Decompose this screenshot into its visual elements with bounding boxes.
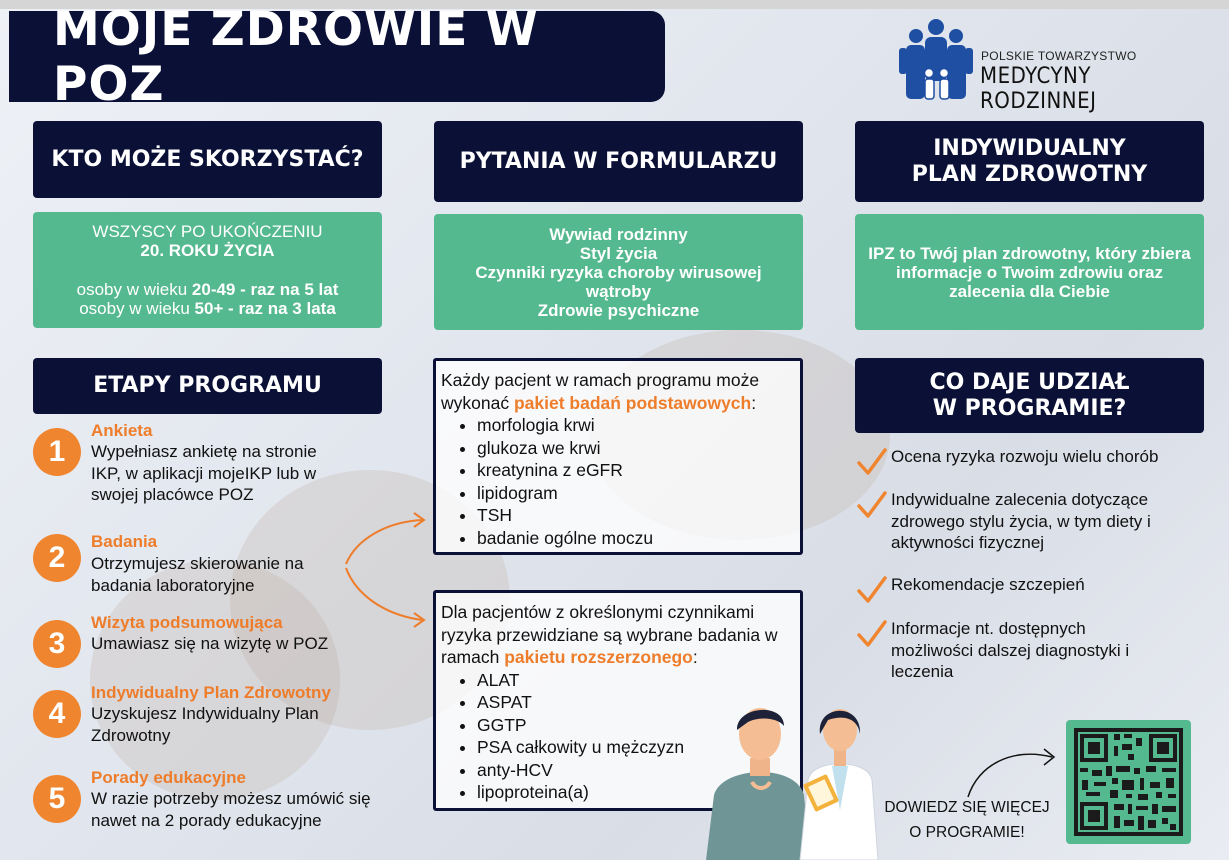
checkmark-icon [857,576,887,604]
form-box [434,214,803,330]
who-line-1: WSZYSCY PO UKOŃCZENIU [92,222,323,241]
list-item: • lipidogram [477,482,794,505]
learn-more-line-1: DOWIEDZ SIĘ WIĘCEJ [884,799,1050,816]
ipz-header [855,121,1204,202]
stage-number: 3 [33,620,81,668]
title-bar [9,1,665,112]
list-item: • PSA całkowity u mężczyzn [477,736,794,759]
learn-more-line-2: O PROGRAMIE! [909,824,1025,841]
who-freq-1: osoby w wieku 20-49 - raz na 5 lat [76,280,339,299]
list-item: • ALAT [477,669,794,692]
list-item: • glukoza we krwi [477,437,794,460]
family-logo-icon [896,18,976,102]
benefits-header-line-1: CO DAJE UDZIAŁ [929,369,1130,395]
stage-title: Ankieta [91,421,153,440]
qr-code[interactable] [1066,720,1191,844]
stage-desc: Umawiasz się na wizytę w POZ [91,634,329,653]
stage-title: Wizyta podsumowująca [91,613,283,632]
ipz-header-line-1: INDYWIDUALNY [933,135,1126,161]
learn-more-text [872,795,1062,845]
form-item: Zdrowie psychiczne [537,300,700,320]
page-title: MOJE ZDROWIE W POZ [53,1,539,112]
basic-tests-list [441,414,794,549]
who-freq-2: osoby w wieku 50+ - raz na 3 lata [79,299,336,318]
stage-desc: Uzyskujesz Indywidualny Plan Zdrowotny [91,704,319,745]
list-item: • kreatynina z eGFR [477,459,794,482]
form-header: PYTANIA W FORMULARZU [434,121,803,202]
checkmark-icon [857,620,887,648]
ipz-desc: IPZ to Twój plan zdrowotny, który zbiera informacje o Twoim zdrowiu oraz zalecenia dla Ciebie [868,243,1191,301]
stage-number: 5 [33,775,81,823]
form-item: Styl życia [579,243,658,263]
ipz-header-line-2: PLAN ZDROWOTNY [911,161,1148,187]
list-item: • morfologia krwi [477,414,794,437]
form-item: Wywiad rodzinny [549,224,688,244]
patient-doctor-illustration [700,700,880,860]
logo-line-1: POLSKIE TOWARZYSTWO [981,49,1137,63]
stage-number: 1 [33,428,81,476]
checkmark-icon [857,491,887,519]
stage-number: 2 [33,534,81,582]
benefits-header-line-2: W PROGRAMIE? [932,395,1127,421]
ptmr-logo [896,18,1196,114]
benefit-text: Indywidualne zalecenia dotyczące zdrowego stylu życia, w tym diety i aktywności fizycznej [891,490,1151,552]
stages-header: ETAPY PROGRAMU [33,358,382,414]
stage-title: Badania [91,532,158,551]
benefits-header [855,358,1204,433]
who-line-2: 20. ROKU ŻYCIA [140,241,275,260]
list-item: • ASPAT [477,691,794,714]
arrows-icon [330,500,440,650]
basic-intro: Każdy pacjent w ramach programu może wykonać pakiet badań podstawowych: [441,370,760,413]
list-item: • anty-HCV [477,759,794,782]
background-shape [90,560,340,800]
logo-line-2: MEDYCYNY RODZINNEJ [980,64,1097,114]
checkmark-icon [857,448,887,476]
benefit-text: Informacje nt. dostępnych możliwości dalszej diagnostyki i leczenia [891,619,1130,681]
extended-intro: Dla pacjentów z określonymi czynnikami ryzyka przewidziane są wybrane badania w ramach pakietu rozszerzonego: [441,602,778,667]
stage-desc: W razie potrzeby możesz umówić się nawet na 2 porady edukacyjne [91,789,371,830]
stage-desc: Otrzymujesz skierowanie na badania laboratoryjne [91,554,304,595]
benefit-text: Rekomendacje szczepień [891,575,1085,594]
stage-number: 4 [33,690,81,738]
who-header: KTO MOŻE SKORZYSTAĆ? [33,121,382,198]
ipz-box [855,214,1204,330]
list-item: • badanie ogólne moczu [477,527,794,550]
basic-tests-box [433,358,803,555]
list-item: • TSH [477,504,794,527]
list-item: • GGTP [477,714,794,737]
stage-title: Indywidualny Plan Zdrowotny [91,683,331,702]
stage-desc: Wypełniasz ankietę na stronie IKP, w aplikacji mojeIKP lub w swojej placówce POZ [91,442,317,504]
benefit-text: Ocena ryzyka rozwoju wielu chorób [891,447,1159,466]
stage-title: Porady edukacyjne [91,768,246,787]
qr-code-icon [1066,720,1191,844]
form-item: Czynniki ryzyka choroby wirusowej wątroby [475,262,762,301]
list-item: • lipoproteina(a) [477,781,794,804]
who-box [33,212,382,328]
